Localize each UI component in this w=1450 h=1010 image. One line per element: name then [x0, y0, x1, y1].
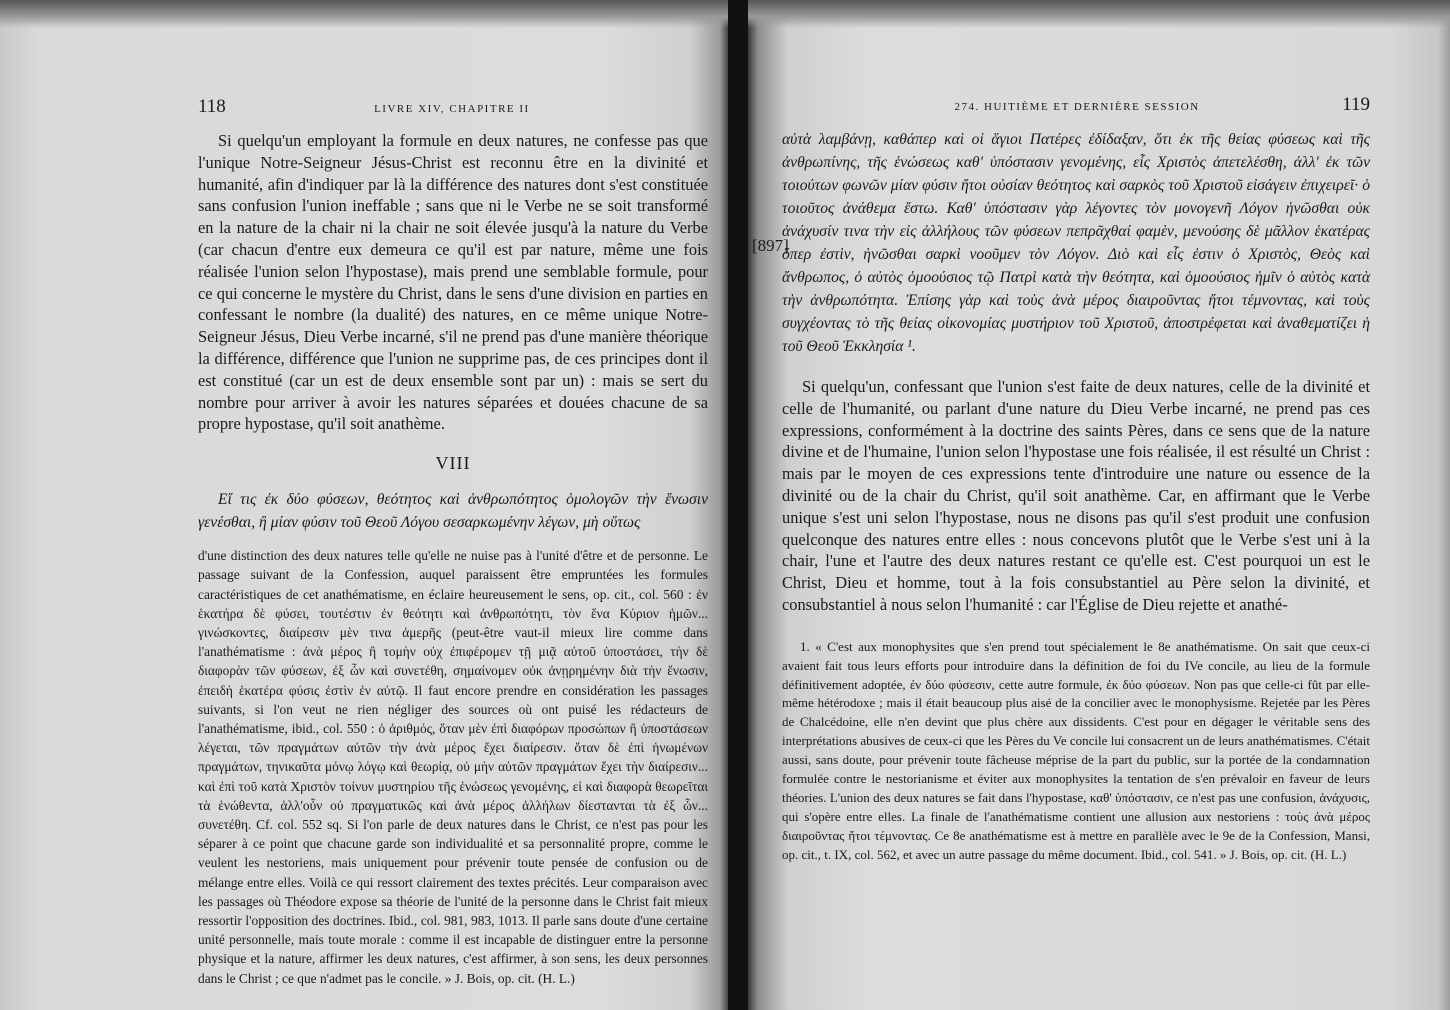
commentary-notes: d'une distinction des deux natures telle qu'elle ne nuise pas à l'unité d'être et de personne. Le passage suivant de la Confession, auquel paraissent être empruntées les formules caractéristiques de cet anathématisme, en éclaire heureusement le sens, op. cit., col. 560 : ἐν ἑκατήρα δὲ φύσει, τουτέστιν ἐν θεότητι καὶ ἀνθρωπότητι, τὸν ἕνα Κύριον ἡμῶν... γινώσκοντες, διαίρεσιν μὲν τινα ἀμερῆς (peut-être vaut-il mieux lire comme dans l'anathématisme : ἀνὰ μέρος ἢ τομὴν οὐχ ἐπιφέρομεν τῇ μιᾷ αὐτοῦ ὑποστάσει, τὴν δὲ διαφορὰν τῶν φύσεων, ἐξ ὧν καὶ συνετέθη, σημαίνομεν οὐκ ἀνῃρημένην διὰ τὴν ἕνωσιν, ἐπειδὴ ἑκατέρα φύσις ἐστὶν ἐν αὐτῷ. Il faut encore prendre en considération les passages suivants, si l'on veut ne rien négliger des sources où ont puisé les rédacteurs de l'anathématisme, ibid., col. 550 : ὁ ἀριθμός, ὅταν μὲν ἐπὶ διαφόρων προσώπων ἢ ὑποστάσεων λέγεται, τῶν πραγμάτων αὐτῶν τὴν ἀνὰ μέρος ἔχει διαίρεσιν. ὅταν δὲ ἐπὶ ἡνωμένων πραγμάτων, τηνικαῦτα μόνῳ λόγῳ καὶ θεωρίᾳ, οὐ μὴν αὐτῶν πραγμάτων ἔχει τὴν διαίρεσιν... καὶ ἐπὶ τοῦ κατὰ Χριστὸν τοίνυν μυστηρίου τῆς ἑνώσεως γενομένης, εἰ καὶ διαφορὰ θεωρεῖται τὰ ἑνώθεντα, ἀλλ'οὖν οὐ πραγματικῶς καὶ ἀνὰ μέρος ἀλλήλων δίεστανται τὰ ἐξ ὧν... συνετέθη. Cf. col. 552 sq. Si l'on parle de deux natures dans le Christ, ce n'est pas pour les séparer à ce point que chacune garde son individualité et sa personnalité propre, comme le veulent les nestoriens, mais uniquement pour prévenir toute pensée de confusion ou de mélange entre elles. Voilà ce qui ressort clairement des textes précités. Leur comparaison avec les passages où Théodore expose sa théorie de l'unité de la personne dans le Christ fait mieux ressortir l'opposition des doctrines. Ibid., col. 981, 983, 1013. Il parle sans doute d'une certaine unité personnelle, mais toute morale : comme il est incapable de distinguer entre la personne physique et la nature, affirmer les deux natures, c'est affirmer, à son sens, les deux personnes dans le Christ ; ce que n'admet pas le concile. » J. Bois, op. cit. (H. L.)	[198, 548, 708, 986]
footnote: 1. « C'est aux monophysites que s'en prend tout spécialement le 8e anathématisme. On sait que ceux-ci avaient fait tous leurs efforts pour introduire dans la définition de foi du IVe concile, au lieu de la formule définitivement adoptée, ἐν δύο φύσεσιν, cette autre formule, ἐκ δύο φύσεων. Non pas que celle-ci fût par elle-même hétérodoxe ; mais il était beaucoup plus aisé de la concilier avec le monophysisme. Rejetée par les Pères de Chalcédoine, elle n'en devint que plus chère aux dissidents. C'est pour en dégager le véritable sens des interprétations abusives de ceux-ci que les Pères du Ve concile lui consacrent un de leurs anathématismes. C'était aussi, sans doute, pour prévenir toute fâcheuse méprise de la part du public, sur la portée de la condamnation formulée contre le nestorianisme et éviter aux monophysites la tentation de s'en prévaloir en faveur de leurs théories. L'union des deux natures se fait dans l'hypostase, καθ' ὑπόστασιν, ce n'est pas une confusion, ἀνάχυσις, qui s'opère entre elles. La finale de l'anathématisme contient une allusion aux nestoriens : τοὺς ἀνὰ μέρος διαιροῦντας ἤτοι τέμνοντας. Ce 8e anathématisme est à mettre en parallèle avec le 9e de la Confession, Mansi, op. cit., t. IX, col. 562, et avec un autre passage du même document. Ibid., col. 541. » J. Bois, op. cit. (H. L.)	[782, 638, 1370, 862]
greek-text: Εἴ τις ἐκ δύο φύσεων, θεότητος καὶ ἀνθρωπότητος ὁμολογῶν τὴν ἕνωσιν γενέσθαι, ἢ μίαν φύσιν τοῦ Θεοῦ Λόγου σεσαρκωμένην λέγων, μὴ οὕτως	[198, 491, 708, 532]
right-header	[782, 94, 1370, 120]
left-page-content	[198, 96, 708, 988]
book-gutter	[728, 0, 748, 1010]
greek-text: αὐτὰ λαμβάνῃ, καθάπερ καὶ οἱ ἅγιοι Πατέρες ἐδίδαξαν, ὅτι ἐκ τῆς θείας φύσεως καὶ τῆς ἀνθρωπίνης, τῆς ἑνώσεως καθ' ὑπόστασιν γενομένης, εἷς Χριστὸς ἀπετελέσθη, ἀλλ' ἐκ τῶν τοιούτων φωνῶν μίαν φύσιν ἤτοι οὐσίαν θεότητος καὶ σαρκὸς τοῦ Χριστοῦ εἰσάγειν ἐπιχειρεῖ· ὁ τοιοῦτος ἀνάθεμα ἔστω. Καθ' ὑπόστασιν γὰρ λέγοντες τὸν μονογενῆ Λόγον ἡνῶσθαι οὐκ ἀνάχυσίν τινα τὴν εἰς ἀλλήλους τῶν φύσεων πεπρᾶχθαί φαμὲν, μενούσης δὲ μᾶλλον ἑκατέρας ὅπερ ἐστὶν, ἡνῶσθαι σαρκὶ νοοῦμεν τὸν Λόγον. Διὸ καὶ εἷς ἐστιν ὁ Χριστὸς, Θεὸς καὶ ἄνθρωπος, ὁ αὐτὸς ὁμοούσιος τῷ Πατρὶ κατὰ τὴν θεότητα, καὶ ὁμοούσιος ἡμῖν ὁ αὐτὸς κατὰ τὴν ἀνθρωπότητα. Ἐπίσης γὰρ καὶ τοὺς ἀνὰ μέρος διαιροῦντας ἤτοι τέμνοντας, καὶ τοὺς συγχέοντας τὸ τῆς θείας οἰκονομίας μυστήριον τοῦ Χριστοῦ, ἀποστρέφεται καὶ ἀναθεματίζει ἡ τοῦ Θεοῦ Ἐκκλησία ¹.	[782, 131, 1370, 355]
left-header	[198, 96, 708, 122]
margin-number: [897]	[752, 236, 789, 255]
section-heading: VIII	[435, 453, 471, 474]
page-number: 119	[1342, 94, 1370, 115]
anathema-paragraph: Si quelqu'un, confessant que l'union s'est faite de deux natures, celle de la divinité et celle de l'humanité, ou parlant d'une nature du Dieu Verbe incarné, ne prend pas ces expressions, conformément à la doctrine des saints Pères, dans ce sens que de la nature divine et de l'humaine, l'union selon l'hypostase une fois réalisée, il est résulté un Christ : mais par le moyen de ces expressions tente d'introduire une nature ou essence de la divinité ou de la chair du Christ, qu'il soit anathème. Car, en affirmant que le Verbe unique s'est uni selon l'hypostase, nous ne disons pas qu'il s'est produit une confusion quelconque des natures entre elles : nous concevons plutôt que le Verbe s'est uni à la chair, l'une et l'autre des deux natures restant ce qu'elle est. C'est pourquoi un est le Christ, Dieu et homme, tout à la fois consubstantiel au Père selon la divinité, et consubstantiel à nous selon l'humanité : car l'Église de Dieu rejette et anathé-	[782, 377, 1370, 614]
right-page	[748, 0, 1450, 1010]
page-number: 118	[198, 96, 226, 117]
running-head: LIVRE XIV, CHAPITRE II	[374, 103, 530, 115]
running-head: 274. HUITIÈME ET DERNIÈRE SESSION	[954, 101, 1200, 113]
anathema-paragraph: Si quelqu'un employant la formule en deux natures, ne confesse pas que l'unique Notre-Seigneur Jésus-Christ est reconnu être en la divinité et humanité, afin d'indiquer par là la différence des natures dont s'est constituée sans confusion l'union ineffable ; sans que ni le Verbe ne se soit transformé en la nature de la chair ni la chair ne soit élevée jusqu'à la nature du Verbe (car chacun d'entre eux demeura ce qu'il est par nature, même une fois réalisée l'union selon l'hypostase), mais prend une semblable formule, pour ce qui concerne le mystère du Christ, dans le sens d'une division en parties en confessant le nombre (la dualité) des natures, en ce même unique Notre-Seigneur Jésus, Dieu Verbe incarné, s'il ne prend pas d'une manière théorique la différence, différence que l'union ne supprime pas, de ces principes dont il est constitué (car un est de deux ensemble sont par un) : mais se sert du nombre pour arriver à avoir les natures séparées et douées chacune de sa propre hypostase, qu'il soit anathème.	[198, 131, 708, 434]
right-page-content	[782, 94, 1370, 865]
